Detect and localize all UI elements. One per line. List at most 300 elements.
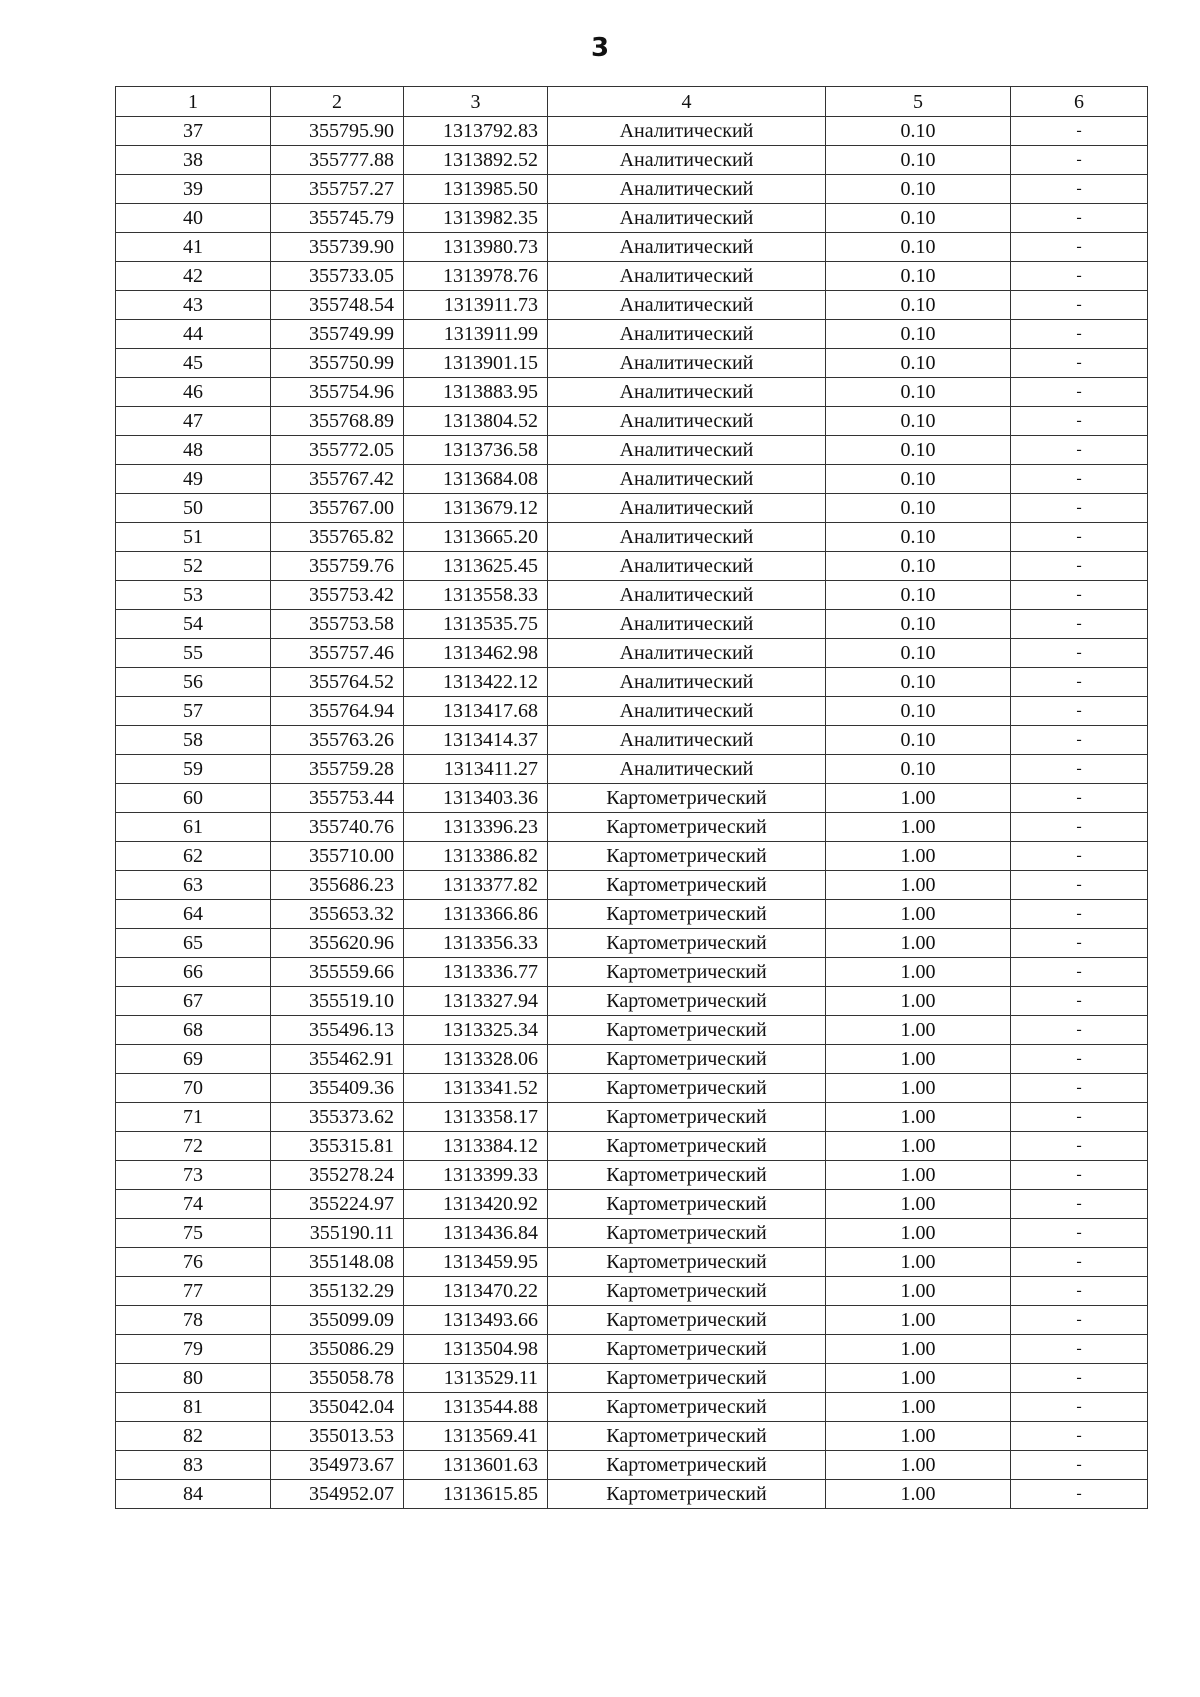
table-row [116,1248,1148,1277]
note-cell: - [1011,755,1148,784]
point-number-cell: 48 [116,436,271,465]
point-number-cell: 38 [116,146,271,175]
point-number-cell: 49 [116,465,271,494]
column-header-5: 5 [826,87,1011,117]
accuracy-cell: 0.10 [826,494,1011,523]
point-number-cell: 81 [116,1393,271,1422]
accuracy-cell: 0.10 [826,755,1011,784]
point-number-cell: 50 [116,494,271,523]
x-coordinate-cell: 355765.82 [271,523,404,552]
point-number-cell: 66 [116,958,271,987]
table-row [116,871,1148,900]
x-coordinate-cell: 355739.90 [271,233,404,262]
x-coordinate-cell: 355757.27 [271,175,404,204]
point-number-cell: 74 [116,1190,271,1219]
table-row [116,842,1148,871]
y-coordinate-cell: 1313736.58 [404,436,548,465]
x-coordinate-cell: 355753.44 [271,784,404,813]
table-row [116,552,1148,581]
table-row [116,958,1148,987]
accuracy-cell: 1.00 [826,1016,1011,1045]
accuracy-cell: 1.00 [826,1277,1011,1306]
point-number-cell: 57 [116,697,271,726]
note-cell: - [1011,1306,1148,1335]
method-cell: Аналитический [548,204,826,233]
column-header-4: 4 [548,87,826,117]
note-cell: - [1011,291,1148,320]
note-cell: - [1011,233,1148,262]
x-coordinate-cell: 355745.79 [271,204,404,233]
y-coordinate-cell: 1313459.95 [404,1248,548,1277]
y-coordinate-cell: 1313327.94 [404,987,548,1016]
point-number-cell: 44 [116,320,271,349]
accuracy-cell: 0.10 [826,523,1011,552]
point-number-cell: 39 [116,175,271,204]
x-coordinate-cell: 355058.78 [271,1364,404,1393]
table-row [116,1335,1148,1364]
table-body [116,117,1148,1509]
table-row [116,349,1148,378]
method-cell: Картометрический [548,1190,826,1219]
x-coordinate-cell: 354973.67 [271,1451,404,1480]
note-cell: - [1011,581,1148,610]
y-coordinate-cell: 1313366.86 [404,900,548,929]
method-cell: Аналитический [548,436,826,465]
note-cell: - [1011,1451,1148,1480]
accuracy-cell: 0.10 [826,291,1011,320]
point-number-cell: 47 [116,407,271,436]
table-row [116,291,1148,320]
method-cell: Картометрический [548,1451,826,1480]
accuracy-cell: 0.10 [826,465,1011,494]
point-number-cell: 58 [116,726,271,755]
table-row [116,1422,1148,1451]
y-coordinate-cell: 1313420.92 [404,1190,548,1219]
table-row [116,465,1148,494]
point-number-cell: 84 [116,1480,271,1509]
accuracy-cell: 0.10 [826,610,1011,639]
point-number-cell: 78 [116,1306,271,1335]
table-row [116,784,1148,813]
y-coordinate-cell: 1313792.83 [404,117,548,146]
note-cell: - [1011,1422,1148,1451]
note-cell: - [1011,668,1148,697]
point-number-cell: 75 [116,1219,271,1248]
note-cell: - [1011,1335,1148,1364]
table-row [116,1306,1148,1335]
note-cell: - [1011,146,1148,175]
x-coordinate-cell: 355132.29 [271,1277,404,1306]
accuracy-cell: 1.00 [826,784,1011,813]
note-cell: - [1011,1045,1148,1074]
accuracy-cell: 0.10 [826,436,1011,465]
y-coordinate-cell: 1313625.45 [404,552,548,581]
method-cell: Картометрический [548,1306,826,1335]
point-number-cell: 68 [116,1016,271,1045]
x-coordinate-cell: 355759.28 [271,755,404,784]
method-cell: Аналитический [548,465,826,494]
point-number-cell: 46 [116,378,271,407]
x-coordinate-cell: 355148.08 [271,1248,404,1277]
x-coordinate-cell: 355086.29 [271,1335,404,1364]
accuracy-cell: 0.10 [826,175,1011,204]
method-cell: Картометрический [548,1016,826,1045]
note-cell: - [1011,639,1148,668]
y-coordinate-cell: 1313601.63 [404,1451,548,1480]
method-cell: Аналитический [548,291,826,320]
method-cell: Картометрический [548,1277,826,1306]
accuracy-cell: 0.10 [826,697,1011,726]
note-cell: - [1011,1103,1148,1132]
x-coordinate-cell: 355767.42 [271,465,404,494]
note-cell: - [1011,813,1148,842]
table-row [116,755,1148,784]
y-coordinate-cell: 1313384.12 [404,1132,548,1161]
method-cell: Аналитический [548,726,826,755]
header-row [116,87,1148,117]
method-cell: Картометрический [548,1393,826,1422]
x-coordinate-cell: 355757.46 [271,639,404,668]
accuracy-cell: 1.00 [826,1306,1011,1335]
x-coordinate-cell: 355190.11 [271,1219,404,1248]
table-row [116,1451,1148,1480]
method-cell: Аналитический [548,262,826,291]
method-cell: Аналитический [548,349,826,378]
page-number: 3 [590,33,610,63]
y-coordinate-cell: 1313978.76 [404,262,548,291]
y-coordinate-cell: 1313535.75 [404,610,548,639]
accuracy-cell: 0.10 [826,117,1011,146]
accuracy-cell: 0.10 [826,378,1011,407]
y-coordinate-cell: 1313892.52 [404,146,548,175]
y-coordinate-cell: 1313470.22 [404,1277,548,1306]
method-cell: Картометрический [548,958,826,987]
point-number-cell: 62 [116,842,271,871]
point-number-cell: 61 [116,813,271,842]
accuracy-cell: 1.00 [826,958,1011,987]
method-cell: Картометрический [548,929,826,958]
y-coordinate-cell: 1313911.99 [404,320,548,349]
accuracy-cell: 1.00 [826,1335,1011,1364]
point-number-cell: 69 [116,1045,271,1074]
y-coordinate-cell: 1313462.98 [404,639,548,668]
note-cell: - [1011,987,1148,1016]
point-number-cell: 53 [116,581,271,610]
y-coordinate-cell: 1313569.41 [404,1422,548,1451]
accuracy-cell: 1.00 [826,1422,1011,1451]
x-coordinate-cell: 355777.88 [271,146,404,175]
y-coordinate-cell: 1313901.15 [404,349,548,378]
point-number-cell: 76 [116,1248,271,1277]
y-coordinate-cell: 1313665.20 [404,523,548,552]
y-coordinate-cell: 1313336.77 [404,958,548,987]
y-coordinate-cell: 1313325.34 [404,1016,548,1045]
note-cell: - [1011,523,1148,552]
method-cell: Картометрический [548,1103,826,1132]
x-coordinate-cell: 355754.96 [271,378,404,407]
x-coordinate-cell: 355042.04 [271,1393,404,1422]
x-coordinate-cell: 355750.99 [271,349,404,378]
x-coordinate-cell: 355099.09 [271,1306,404,1335]
point-number-cell: 37 [116,117,271,146]
y-coordinate-cell: 1313558.33 [404,581,548,610]
y-coordinate-cell: 1313411.27 [404,755,548,784]
y-coordinate-cell: 1313356.33 [404,929,548,958]
note-cell: - [1011,958,1148,987]
y-coordinate-cell: 1313414.37 [404,726,548,755]
method-cell: Картометрический [548,987,826,1016]
note-cell: - [1011,929,1148,958]
method-cell: Аналитический [548,494,826,523]
x-coordinate-cell: 355759.76 [271,552,404,581]
accuracy-cell: 1.00 [826,1045,1011,1074]
x-coordinate-cell: 355795.90 [271,117,404,146]
note-cell: - [1011,436,1148,465]
table-row [116,117,1148,146]
note-cell: - [1011,494,1148,523]
accuracy-cell: 0.10 [826,349,1011,378]
accuracy-cell: 0.10 [826,204,1011,233]
method-cell: Картометрический [548,1480,826,1509]
y-coordinate-cell: 1313684.08 [404,465,548,494]
note-cell: - [1011,117,1148,146]
table-row [116,581,1148,610]
x-coordinate-cell: 355224.97 [271,1190,404,1219]
method-cell: Аналитический [548,117,826,146]
method-cell: Картометрический [548,813,826,842]
table-row [116,900,1148,929]
y-coordinate-cell: 1313493.66 [404,1306,548,1335]
note-cell: - [1011,1132,1148,1161]
accuracy-cell: 0.10 [826,320,1011,349]
accuracy-cell: 1.00 [826,813,1011,842]
note-cell: - [1011,320,1148,349]
y-coordinate-cell: 1313417.68 [404,697,548,726]
x-coordinate-cell: 355753.58 [271,610,404,639]
note-cell: - [1011,1480,1148,1509]
note-cell: - [1011,726,1148,755]
y-coordinate-cell: 1313386.82 [404,842,548,871]
y-coordinate-cell: 1313422.12 [404,668,548,697]
table-row [116,726,1148,755]
x-coordinate-cell: 355686.23 [271,871,404,900]
table-row [116,1364,1148,1393]
y-coordinate-cell: 1313529.11 [404,1364,548,1393]
note-cell: - [1011,1364,1148,1393]
note-cell: - [1011,552,1148,581]
table-row [116,436,1148,465]
method-cell: Картометрический [548,1422,826,1451]
x-coordinate-cell: 355749.99 [271,320,404,349]
table-row [116,1393,1148,1422]
note-cell: - [1011,871,1148,900]
method-cell: Аналитический [548,175,826,204]
table-row [116,146,1148,175]
table-row [116,1074,1148,1103]
column-header-1: 1 [116,87,271,117]
note-cell: - [1011,1248,1148,1277]
y-coordinate-cell: 1313911.73 [404,291,548,320]
point-number-cell: 60 [116,784,271,813]
accuracy-cell: 0.10 [826,146,1011,175]
point-number-cell: 80 [116,1364,271,1393]
method-cell: Картометрический [548,871,826,900]
method-cell: Аналитический [548,639,826,668]
accuracy-cell: 1.00 [826,1248,1011,1277]
method-cell: Аналитический [548,755,826,784]
table-row [116,639,1148,668]
note-cell: - [1011,465,1148,494]
note-cell: - [1011,204,1148,233]
table-row [116,697,1148,726]
table-row [116,175,1148,204]
accuracy-cell: 1.00 [826,871,1011,900]
point-number-cell: 67 [116,987,271,1016]
accuracy-cell: 1.00 [826,842,1011,871]
y-coordinate-cell: 1313328.06 [404,1045,548,1074]
x-coordinate-cell: 355733.05 [271,262,404,291]
y-coordinate-cell: 1313396.23 [404,813,548,842]
column-header-3: 3 [404,87,548,117]
method-cell: Аналитический [548,668,826,697]
table-row [116,1161,1148,1190]
method-cell: Картометрический [548,1364,826,1393]
table-header [116,87,1148,117]
point-number-cell: 83 [116,1451,271,1480]
x-coordinate-cell: 355768.89 [271,407,404,436]
accuracy-cell: 0.10 [826,262,1011,291]
table-row [116,1190,1148,1219]
y-coordinate-cell: 1313679.12 [404,494,548,523]
accuracy-cell: 0.10 [826,581,1011,610]
accuracy-cell: 1.00 [826,1364,1011,1393]
method-cell: Картометрический [548,1045,826,1074]
table-row [116,813,1148,842]
point-number-cell: 51 [116,523,271,552]
x-coordinate-cell: 355764.94 [271,697,404,726]
x-coordinate-cell: 355496.13 [271,1016,404,1045]
point-number-cell: 63 [116,871,271,900]
method-cell: Аналитический [548,581,826,610]
point-number-cell: 52 [116,552,271,581]
x-coordinate-cell: 355315.81 [271,1132,404,1161]
point-number-cell: 55 [116,639,271,668]
note-cell: - [1011,900,1148,929]
accuracy-cell: 1.00 [826,1074,1011,1103]
y-coordinate-cell: 1313615.85 [404,1480,548,1509]
point-number-cell: 71 [116,1103,271,1132]
table-row [116,668,1148,697]
x-coordinate-cell: 355748.54 [271,291,404,320]
accuracy-cell: 0.10 [826,552,1011,581]
table-row [116,262,1148,291]
note-cell: - [1011,784,1148,813]
note-cell: - [1011,262,1148,291]
x-coordinate-cell: 355753.42 [271,581,404,610]
x-coordinate-cell: 355763.26 [271,726,404,755]
point-number-cell: 79 [116,1335,271,1364]
x-coordinate-cell: 355559.66 [271,958,404,987]
note-cell: - [1011,1393,1148,1422]
y-coordinate-cell: 1313358.17 [404,1103,548,1132]
table-row [116,1219,1148,1248]
y-coordinate-cell: 1313883.95 [404,378,548,407]
point-number-cell: 65 [116,929,271,958]
accuracy-cell: 1.00 [826,1190,1011,1219]
x-coordinate-cell: 355519.10 [271,987,404,1016]
x-coordinate-cell: 354952.07 [271,1480,404,1509]
y-coordinate-cell: 1313804.52 [404,407,548,436]
accuracy-cell: 1.00 [826,1103,1011,1132]
accuracy-cell: 1.00 [826,1161,1011,1190]
table-row [116,610,1148,639]
point-number-cell: 73 [116,1161,271,1190]
x-coordinate-cell: 355462.91 [271,1045,404,1074]
table-row [116,1103,1148,1132]
accuracy-cell: 1.00 [826,1393,1011,1422]
point-number-cell: 72 [116,1132,271,1161]
method-cell: Картометрический [548,1335,826,1364]
accuracy-cell: 1.00 [826,1451,1011,1480]
point-number-cell: 43 [116,291,271,320]
x-coordinate-cell: 355013.53 [271,1422,404,1451]
method-cell: Аналитический [548,523,826,552]
note-cell: - [1011,1016,1148,1045]
point-number-cell: 40 [116,204,271,233]
x-coordinate-cell: 355764.52 [271,668,404,697]
coordinates-table [115,86,1148,1509]
note-cell: - [1011,1161,1148,1190]
accuracy-cell: 0.10 [826,726,1011,755]
note-cell: - [1011,349,1148,378]
y-coordinate-cell: 1313341.52 [404,1074,548,1103]
point-number-cell: 41 [116,233,271,262]
method-cell: Картометрический [548,1074,826,1103]
accuracy-cell: 1.00 [826,1219,1011,1248]
note-cell: - [1011,1074,1148,1103]
table-row [116,233,1148,262]
note-cell: - [1011,1277,1148,1306]
x-coordinate-cell: 355740.76 [271,813,404,842]
point-number-cell: 70 [116,1074,271,1103]
y-coordinate-cell: 1313982.35 [404,204,548,233]
point-number-cell: 77 [116,1277,271,1306]
note-cell: - [1011,610,1148,639]
point-number-cell: 56 [116,668,271,697]
y-coordinate-cell: 1313985.50 [404,175,548,204]
method-cell: Картометрический [548,1132,826,1161]
method-cell: Картометрический [548,1248,826,1277]
note-cell: - [1011,1219,1148,1248]
x-coordinate-cell: 355373.62 [271,1103,404,1132]
x-coordinate-cell: 355710.00 [271,842,404,871]
accuracy-cell: 1.00 [826,929,1011,958]
point-number-cell: 82 [116,1422,271,1451]
column-header-2: 2 [271,87,404,117]
method-cell: Аналитический [548,378,826,407]
method-cell: Аналитический [548,697,826,726]
note-cell: - [1011,842,1148,871]
note-cell: - [1011,175,1148,204]
method-cell: Аналитический [548,552,826,581]
table-row [116,1277,1148,1306]
x-coordinate-cell: 355409.36 [271,1074,404,1103]
method-cell: Аналитический [548,407,826,436]
accuracy-cell: 0.10 [826,639,1011,668]
method-cell: Картометрический [548,784,826,813]
method-cell: Аналитический [548,233,826,262]
accuracy-cell: 0.10 [826,407,1011,436]
